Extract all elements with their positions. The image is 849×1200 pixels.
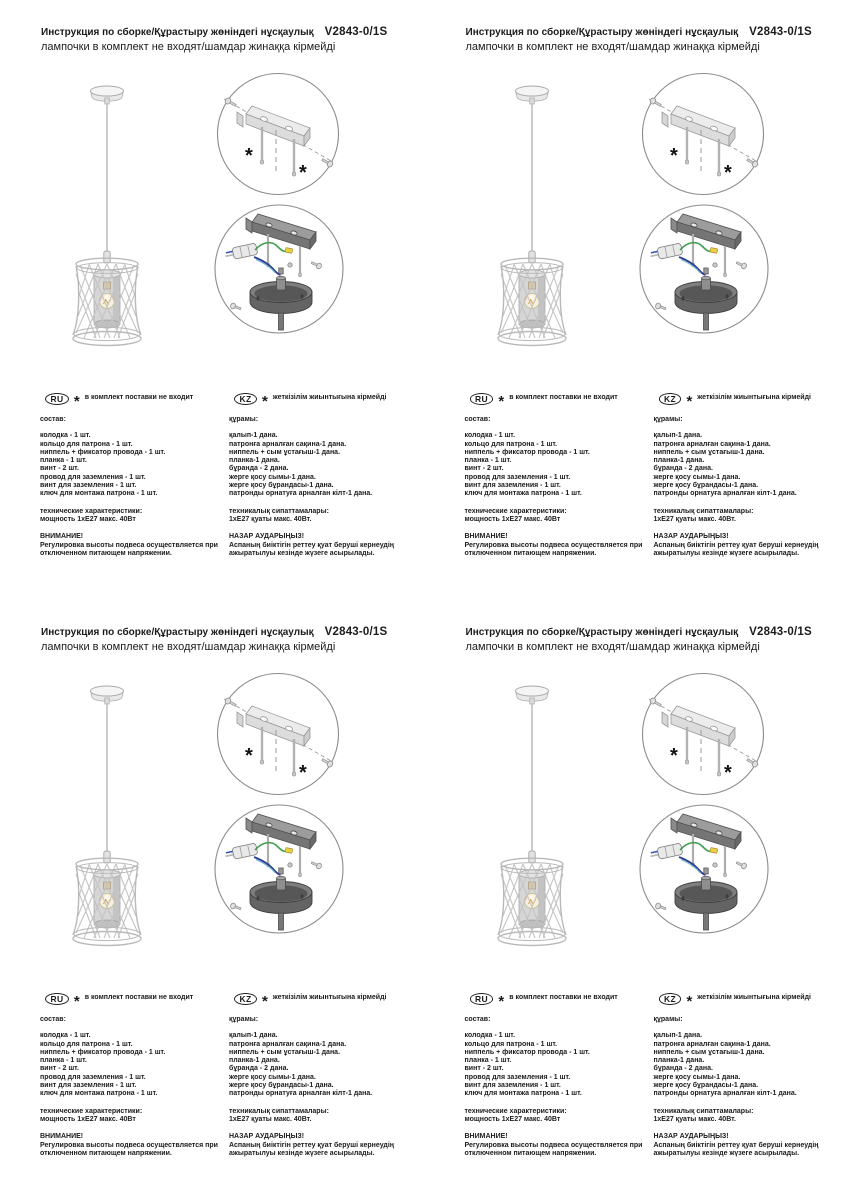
kz-not-included-note: жеткізілім жиынтығына кірмейді (697, 394, 812, 402)
card-header (466, 626, 838, 653)
ru-list-header: состав: (40, 1016, 66, 1023)
asterisk-mark: * (73, 992, 80, 1010)
part-item: ниппель + фиксатор провода - 1 шт. (464, 448, 590, 456)
kz-list-header: құрамы: (653, 416, 683, 423)
kz-warning (229, 1133, 425, 1158)
kz-tech-value: 1хЕ27 қуаты макс. 40Вт. (653, 1115, 736, 1123)
ru-list-header: состав: (464, 416, 491, 423)
part-item: провод для заземления - 1 шт. (40, 1073, 146, 1081)
kz-parts-list (229, 432, 425, 498)
part-item: планка - 1 шт. (464, 457, 512, 465)
kz-tech-header: техникалық сипаттамалары: (229, 1107, 329, 1115)
assembly-title: Инструкция по сборке/Құрастыру жөніндегі нұсқаулық (41, 627, 314, 638)
hanging-screw (267, 234, 270, 267)
asterisk-mark: * (686, 392, 693, 410)
hanging-screw (267, 834, 270, 867)
assembly-title: Инструкция по сборке/Құрастыру жөніндегі нұсқаулық (465, 627, 739, 638)
part-item: винт для заземления - 1 шт. (464, 482, 561, 490)
kz-warning-text: Аспаның биіктігін реттеу қуат беруші кернеудің ажыратылуы кезінде жүзеге асырылады. (229, 1141, 395, 1157)
ru-parts-list (465, 1032, 649, 1098)
assembly-title: Инструкция по сборке/Құрастыру жөніндегі нұсқаулық (41, 27, 314, 38)
ru-warning (40, 1133, 224, 1158)
wiring-diagram (637, 802, 771, 936)
kz-parts-list (229, 1032, 425, 1098)
ru-warning-text: Регулировка высоты подвеса осуществляется при отключенном питающем напряжении. (464, 541, 643, 557)
nut-icon (288, 263, 292, 267)
part-item: провод для заземления - 1 шт. (40, 473, 146, 481)
ru-tech-header: технические характеристики: (464, 1107, 567, 1115)
part-item: планка-1 дана. (653, 457, 705, 465)
ru-not-included-note: в комплект поставки не входит (84, 994, 194, 1002)
kz-badge-row (234, 392, 425, 410)
kz-parts-list (654, 1032, 849, 1098)
hanging-screw (691, 834, 694, 867)
title-line (41, 626, 413, 638)
ru-warning-text: Регулировка высоты подвеса осуществляется при отключенном питающем напряжении. (464, 1141, 643, 1157)
ceiling-canopy (515, 686, 548, 704)
pendant-lamp-figure (70, 83, 144, 347)
not-included-asterisk: * (723, 162, 732, 184)
ru-not-included-note: в комплект поставки не входит (84, 394, 194, 402)
kz-section (654, 992, 849, 1158)
part-item: патронға арналған сақина-1 дана. (229, 1040, 347, 1048)
asterisk-mark: * (261, 392, 268, 410)
asterisk-mark: * (686, 992, 693, 1010)
ground-wire-tip (285, 247, 293, 253)
part-item: винт - 2 шт. (40, 465, 79, 473)
hanging-screw (299, 846, 302, 877)
part-item: ниппель + сым ұстағыш-1 дана. (229, 1048, 341, 1056)
part-item: колодка - 1 шт. (40, 432, 91, 440)
ru-warning-title: ВНИМАНИЕ! (40, 533, 84, 541)
ru-tech-header: технические характеристики: (40, 1107, 143, 1115)
part-item: қалып-1 дана. (653, 432, 703, 440)
part-item: патронды орнатуға арналған кілт-1 дана. (229, 1090, 373, 1098)
ru-warning-title: ВНИМАНИЕ! (464, 533, 508, 541)
title-line (466, 26, 838, 38)
kz-language-badge: KZ (234, 393, 257, 405)
cord-grip (528, 851, 534, 863)
ru-tech-value: мощность 1хЕ27 макс. 40Вт (464, 515, 561, 523)
part-item: ниппель + сым ұстағыш-1 дана. (653, 448, 765, 456)
part-item: патронды орнатуға арналған кілт-1 дана. (653, 490, 797, 498)
not-included-asterisk: * (669, 145, 678, 167)
part-item: планка - 1 шт. (464, 1057, 512, 1065)
ru-language-badge: RU (470, 993, 494, 1005)
part-item: бұранда - 2 дана. (653, 1065, 713, 1073)
hanging-screw (685, 127, 688, 164)
part-item: жерге қосу бұрандасы-1 дана. (653, 482, 759, 490)
ceiling-canopy (91, 86, 124, 104)
part-item: ключ для монтажа патрона - 1 шт. (464, 1090, 582, 1098)
part-item: ниппель + фиксатор провода - 1 шт. (464, 1048, 590, 1056)
part-item: жерге қосу сымы-1 дана. (653, 473, 741, 481)
title-line (41, 26, 413, 38)
wiring-diagram (637, 202, 771, 336)
hanging-screw (717, 139, 720, 176)
asterisk-mark: * (498, 992, 505, 1010)
part-item: ниппель + фиксатор провода - 1 шт. (40, 1048, 166, 1056)
kz-not-included-note: жеткізілім жиынтығына кірмейді (272, 394, 387, 402)
ru-tech-value: мощность 1хЕ27 макс. 40Вт (40, 515, 136, 523)
hanging-screw (685, 727, 688, 764)
nut-icon (288, 863, 292, 867)
part-item: патронға арналған сақина-1 дана. (653, 440, 771, 448)
model-number: V2843-0/1S (749, 26, 812, 38)
part-item: патронды орнатуға арналған кілт-1 дана. (653, 1090, 797, 1098)
hanging-screw (691, 234, 694, 267)
ru-parts-list (465, 432, 649, 498)
cord-grip (528, 251, 534, 263)
part-item: планка-1 дана. (229, 1057, 280, 1065)
cord-grip (104, 851, 110, 863)
wiring-diagram (212, 202, 346, 336)
ceiling-canopy (515, 86, 548, 104)
ru-badge-row (45, 992, 224, 1010)
nut-icon (712, 263, 716, 267)
part-item: жерге қосу бұрандасы-1 дана. (229, 1082, 334, 1090)
kz-not-included-note: жеткізілім жиынтығына кірмейді (697, 994, 812, 1002)
ru-tech-header: технические характеристики: (464, 507, 567, 515)
kz-badge-row (659, 392, 849, 410)
ru-warning (465, 533, 649, 558)
kz-warning (229, 533, 425, 558)
inner-glass-cylinder (94, 270, 120, 328)
model-number: V2843-0/1S (324, 26, 388, 38)
part-item: қалып-1 дана. (229, 432, 278, 440)
part-item: колодка - 1 шт. (464, 432, 516, 440)
threaded-rod (703, 313, 708, 330)
not-included-asterisk: * (299, 162, 307, 184)
card-header (41, 626, 413, 653)
ru-tech-value: мощность 1хЕ27 макс. 40Вт (40, 1115, 136, 1123)
part-item: кольцо для патрона - 1 шт. (40, 440, 133, 448)
kz-tech-specs (229, 508, 425, 525)
part-item: планка - 1 шт. (40, 457, 87, 465)
ru-warning-title: ВНИМАНИЕ! (40, 1133, 84, 1141)
part-item: жерге қосу сымы-1 дана. (229, 1073, 316, 1081)
kz-language-badge: KZ (659, 393, 682, 405)
ru-tech-specs (40, 1108, 224, 1125)
ru-warning-title: ВНИМАНИЕ! (464, 1133, 508, 1141)
card-header (466, 26, 838, 53)
hanging-screw (717, 739, 720, 776)
not-included-asterisk: * (245, 745, 253, 767)
part-item: бұранда - 2 дана. (653, 465, 713, 473)
kz-warning (654, 533, 849, 558)
kz-warning-title: НАЗАР АУДАРЫҢЫЗ! (229, 1133, 305, 1141)
part-item: ниппель + сым ұстағыш-1 дана. (653, 1048, 765, 1056)
ru-language-badge: RU (45, 393, 69, 405)
kz-section (654, 392, 849, 558)
threaded-rod (703, 913, 708, 930)
part-item: планка-1 дана. (653, 1057, 705, 1065)
nut-icon (712, 863, 716, 867)
part-item: винт - 2 шт. (464, 1065, 504, 1073)
asterisk-mark: * (73, 392, 80, 410)
part-item: винт для заземления - 1 шт. (464, 1082, 561, 1090)
ru-section (40, 992, 224, 1158)
ru-section (465, 392, 649, 558)
kz-parts-list (654, 432, 849, 498)
part-item: қалып-1 дана. (653, 1032, 703, 1040)
not-included-asterisk: * (299, 762, 307, 784)
ground-wire-tip (285, 847, 293, 853)
part-item: колодка - 1 шт. (464, 1032, 516, 1040)
kz-tech-header: техникалық сипаттамалары: (653, 507, 754, 515)
pendant-lamp-figure (495, 683, 569, 947)
kz-list-header: құрамы: (229, 1016, 259, 1023)
part-item: провод для заземления - 1 шт. (464, 1073, 571, 1081)
asterisk-mark: * (498, 392, 505, 410)
threaded-rod (279, 313, 284, 330)
threaded-rod (279, 913, 284, 930)
wiring-diagram (212, 802, 346, 936)
ru-section (40, 392, 224, 558)
hanging-screw (299, 246, 302, 277)
ru-tech-specs (40, 508, 224, 525)
instruction-card (425, 0, 849, 600)
ru-warning-text: Регулировка высоты подвеса осуществляется при отключенном питающем напряжении. (40, 541, 218, 557)
pendant-lamp-figure (70, 683, 144, 947)
pendant-lamp-figure (495, 83, 569, 347)
part-item: бұранда - 2 дана. (229, 465, 289, 473)
subtitle-line: лампочки в комплект не входят/шамдар жинаққа кірмейді (41, 641, 336, 653)
ru-language-badge: RU (470, 393, 494, 405)
mounting-bracket-diagram (641, 672, 765, 796)
asterisk-mark: * (261, 992, 268, 1010)
kz-language-badge: KZ (234, 993, 257, 1005)
cord-grip (104, 251, 110, 263)
ru-tech-specs (465, 1108, 649, 1125)
ceiling-canopy (91, 686, 124, 704)
kz-warning-text: Аспаның биіктігін реттеу қуат беруші кернеудің ажыратылуы кезінде жүзеге асырылады. (653, 1141, 819, 1157)
ru-warning (40, 533, 224, 558)
part-item: кольцо для патрона - 1 шт. (40, 1040, 133, 1048)
part-item: провод для заземления - 1 шт. (464, 473, 571, 481)
part-item: ключ для монтажа патрона - 1 шт. (40, 490, 158, 498)
part-item: винт для заземления - 1 шт. (40, 482, 137, 490)
kz-warning-title: НАЗАР АУДАРЫҢЫЗ! (229, 533, 305, 541)
inner-glass-cylinder (519, 270, 545, 328)
ru-badge-row (45, 392, 224, 410)
hanging-screw (260, 727, 263, 764)
kz-tech-header: техникалық сипаттамалары: (229, 507, 329, 515)
part-item: винт - 2 шт. (40, 1065, 79, 1073)
instruction-card (0, 600, 425, 1200)
inner-glass-cylinder (94, 870, 120, 928)
ru-badge-row (470, 992, 649, 1010)
kz-badge-row (234, 992, 425, 1010)
not-included-asterisk: * (669, 745, 678, 767)
ru-language-badge: RU (45, 993, 69, 1005)
part-item: жерге қосу сымы-1 дана. (653, 1073, 741, 1081)
ru-warning (465, 1133, 649, 1158)
part-item: жерге қосу бұрандасы-1 дана. (653, 1082, 759, 1090)
part-item: бұранда - 2 дана. (229, 1065, 289, 1073)
hanging-screw (292, 139, 295, 176)
part-item: ключ для монтажа патрона - 1 шт. (464, 490, 582, 498)
ru-badge-row (470, 392, 649, 410)
hanging-screw (723, 846, 726, 877)
kz-language-badge: KZ (659, 993, 682, 1005)
ru-parts-list (40, 1032, 224, 1098)
kz-tech-value: 1хЕ27 қуаты макс. 40Вт. (229, 515, 312, 523)
subtitle-line: лампочки в комплект не входят/шамдар жинаққа кірмейді (41, 41, 336, 53)
part-item: қалып-1 дана. (229, 1032, 278, 1040)
ru-list-header: состав: (40, 416, 66, 423)
inner-glass-cylinder (519, 870, 545, 928)
part-item: патронды орнатуға арналған кілт-1 дана. (229, 490, 373, 498)
ground-wire-tip (709, 247, 717, 253)
mounting-bracket-diagram (641, 72, 765, 196)
mounting-bracket-diagram (216, 72, 340, 196)
part-item: патронға арналған сақина-1 дана. (229, 440, 347, 448)
kz-tech-specs (229, 1108, 425, 1125)
kz-warning-text: Аспаның биіктігін реттеу қуат беруші кернеудің ажыратылуы кезінде жүзеге асырылады. (229, 541, 395, 557)
kz-warning (654, 1133, 849, 1158)
kz-list-header: құрамы: (653, 1016, 683, 1023)
kz-tech-value: 1хЕ27 қуаты макс. 40Вт. (229, 1115, 312, 1123)
subtitle-line: лампочки в комплект не входят/шамдар жинаққа кірмейді (465, 641, 760, 653)
title-line (466, 626, 838, 638)
not-included-asterisk: * (245, 145, 253, 167)
ru-section (465, 992, 649, 1158)
part-item: патронға арналған сақина-1 дана. (653, 1040, 771, 1048)
hanging-screw (292, 739, 295, 776)
kz-section (229, 992, 425, 1158)
part-item: винт - 2 шт. (464, 465, 504, 473)
kz-list-header: құрамы: (229, 416, 259, 423)
part-item: планка - 1 шт. (40, 1057, 87, 1065)
kz-warning-title: НАЗАР АУДАРЫҢЫЗ! (653, 1133, 729, 1141)
part-item: ниппель + сым ұстағыш-1 дана. (229, 448, 341, 456)
ru-tech-specs (465, 508, 649, 525)
part-item: кольцо для патрона - 1 шт. (464, 1040, 558, 1048)
ground-wire-tip (709, 847, 717, 853)
part-item: жерге қосу сымы-1 дана. (229, 473, 316, 481)
part-item: жерге қосу бұрандасы-1 дана. (229, 482, 334, 490)
hanging-screw (723, 246, 726, 277)
part-item: планка-1 дана. (229, 457, 280, 465)
instruction-card (0, 0, 425, 600)
kz-tech-value: 1хЕ27 қуаты макс. 40Вт. (653, 515, 736, 523)
kz-badge-row (659, 992, 849, 1010)
part-item: кольцо для патрона - 1 шт. (464, 440, 558, 448)
assembly-title: Инструкция по сборке/Құрастыру жөніндегі нұсқаулық (465, 27, 739, 38)
part-item: ниппель + фиксатор провода - 1 шт. (40, 448, 166, 456)
kz-tech-specs (654, 1108, 849, 1125)
model-number: V2843-0/1S (749, 626, 812, 638)
ru-parts-list (40, 432, 224, 498)
model-number: V2843-0/1S (324, 626, 388, 638)
kz-tech-specs (654, 508, 849, 525)
part-item: ключ для монтажа патрона - 1 шт. (40, 1090, 158, 1098)
kz-warning-text: Аспаның биіктігін реттеу қуат беруші кернеудің ажыратылуы кезінде жүзеге асырылады. (653, 541, 819, 557)
ru-list-header: состав: (464, 1016, 491, 1023)
kz-tech-header: техникалық сипаттамалары: (653, 1107, 754, 1115)
part-item: винт для заземления - 1 шт. (40, 1082, 137, 1090)
ru-tech-value: мощность 1хЕ27 макс. 40Вт (464, 1115, 561, 1123)
kz-warning-title: НАЗАР АУДАРЫҢЫЗ! (653, 533, 729, 541)
subtitle-line: лампочки в комплект не входят/шамдар жинаққа кірмейді (465, 41, 760, 53)
ru-not-included-note: в комплект поставки не входит (509, 994, 618, 1002)
ru-not-included-note: в комплект поставки не входит (509, 394, 618, 402)
card-header (41, 26, 413, 53)
kz-section (229, 392, 425, 558)
kz-not-included-note: жеткізілім жиынтығына кірмейді (272, 994, 387, 1002)
not-included-asterisk: * (723, 762, 732, 784)
part-item: колодка - 1 шт. (40, 1032, 91, 1040)
instruction-card (425, 600, 849, 1200)
ru-warning-text: Регулировка высоты подвеса осуществляется при отключенном питающем напряжении. (40, 1141, 218, 1157)
hanging-screw (260, 127, 263, 164)
ru-tech-header: технические характеристики: (40, 507, 143, 515)
mounting-bracket-diagram (216, 672, 340, 796)
